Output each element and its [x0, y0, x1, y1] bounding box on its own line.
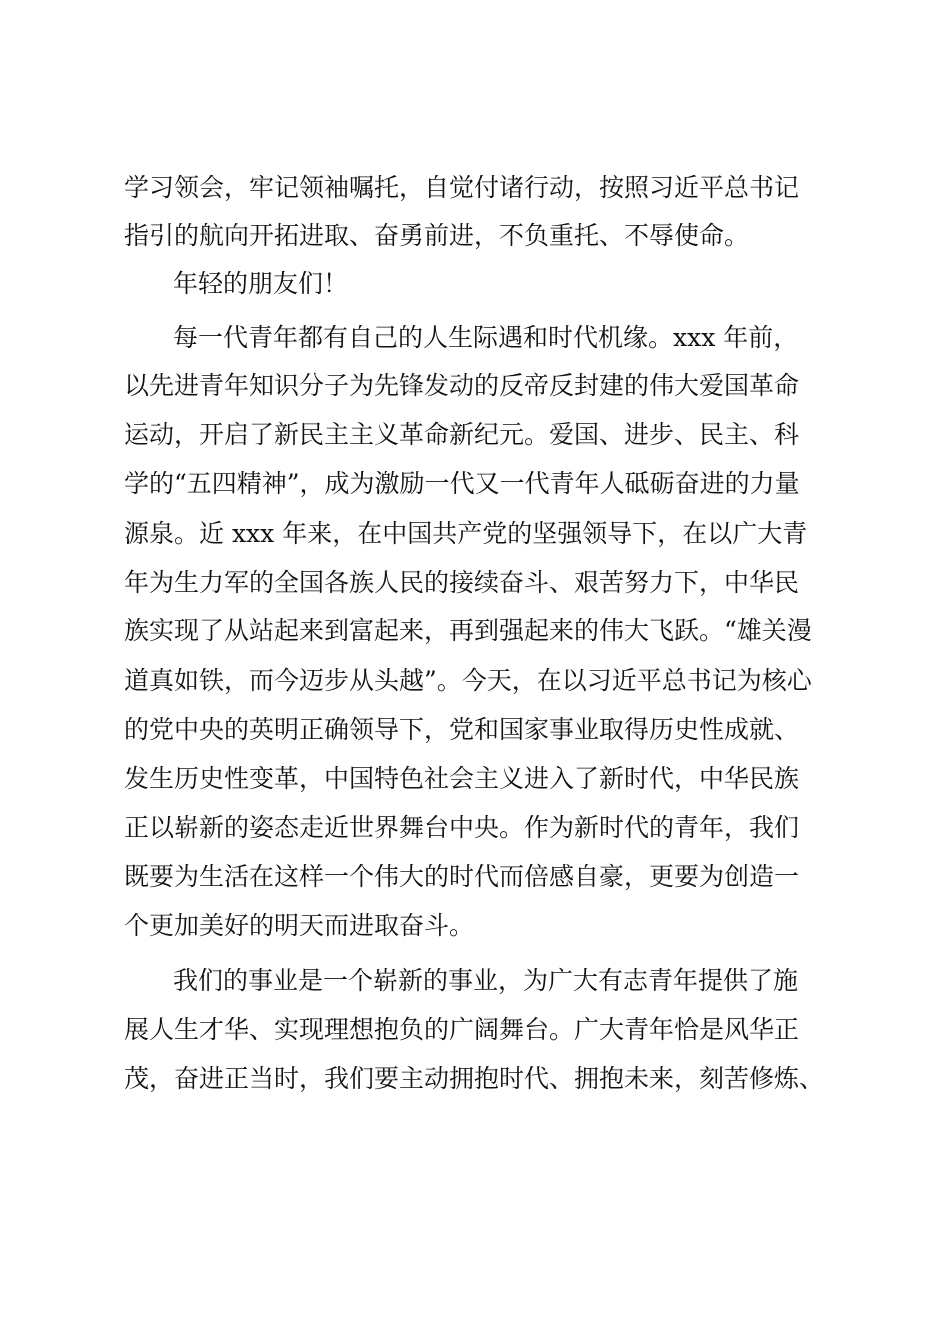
text-line: 既要为生活在这样一个伟大的时代而倍感自豪，更要为创造一 — [124, 862, 800, 891]
paragraph-start-line: 每一代青年都有自己的人生际遇和时代机缘。xxx 年前， — [173, 323, 799, 352]
text-line: 发生历史性变革，中国特色社会主义进入了新时代，中华民族 — [124, 764, 800, 793]
salutation-line: 年轻的朋友们！ — [173, 269, 349, 298]
text-line: 展人生才华、实现理想抱负的广阔舞台。广大青年恰是风华正 — [124, 1015, 800, 1044]
text-line: 正以崭新的姿态走近世界舞台中央。作为新时代的青年，我们 — [124, 813, 800, 842]
text-line: 个更加美好的明天而进取奋斗。 — [124, 911, 475, 940]
text-line: 族实现了从站起来到富起来，再到强起来的伟大飞跃。“雄关漫 — [124, 616, 812, 645]
text-line: 学的“五四精神”，成为激励一代又一代青年人砥砺奋进的力量 — [124, 469, 800, 498]
text-line: 学习领会，牢记领袖嘱托，自觉付诸行动，按照习近平总书记 — [124, 173, 800, 202]
text-line: 的党中央的英明正确领导下，党和国家事业取得历史性成就、 — [124, 715, 800, 744]
paragraph-start-line: 我们的事业是一个崭新的事业，为广大有志青年提供了施 — [173, 966, 799, 995]
text-line: 源泉。近 xxx 年来，在中国共产党的坚强领导下，在以广大青 — [124, 519, 808, 548]
text-line: 指引的航向开拓进取、奋勇前进，不负重托、不辱使命。 — [124, 221, 750, 250]
text-line: 运动，开启了新民主主义革命新纪元。爱国、进步、民主、科 — [124, 420, 800, 449]
text-line: 以先进青年知识分子为先锋发动的反帝反封建的伟大爱国革命 — [124, 371, 800, 400]
text-line: 道真如铁，而今迈步从头越”。今天，在以习近平总书记为核心 — [124, 666, 812, 695]
text-line: 年为生力军的全国各族人民的接续奋斗、艰苦努力下，中华民 — [124, 568, 800, 597]
text-line: 茂，奋进正当时，我们要主动拥抱时代、拥抱未来，刻苦修炼、 — [124, 1064, 825, 1093]
